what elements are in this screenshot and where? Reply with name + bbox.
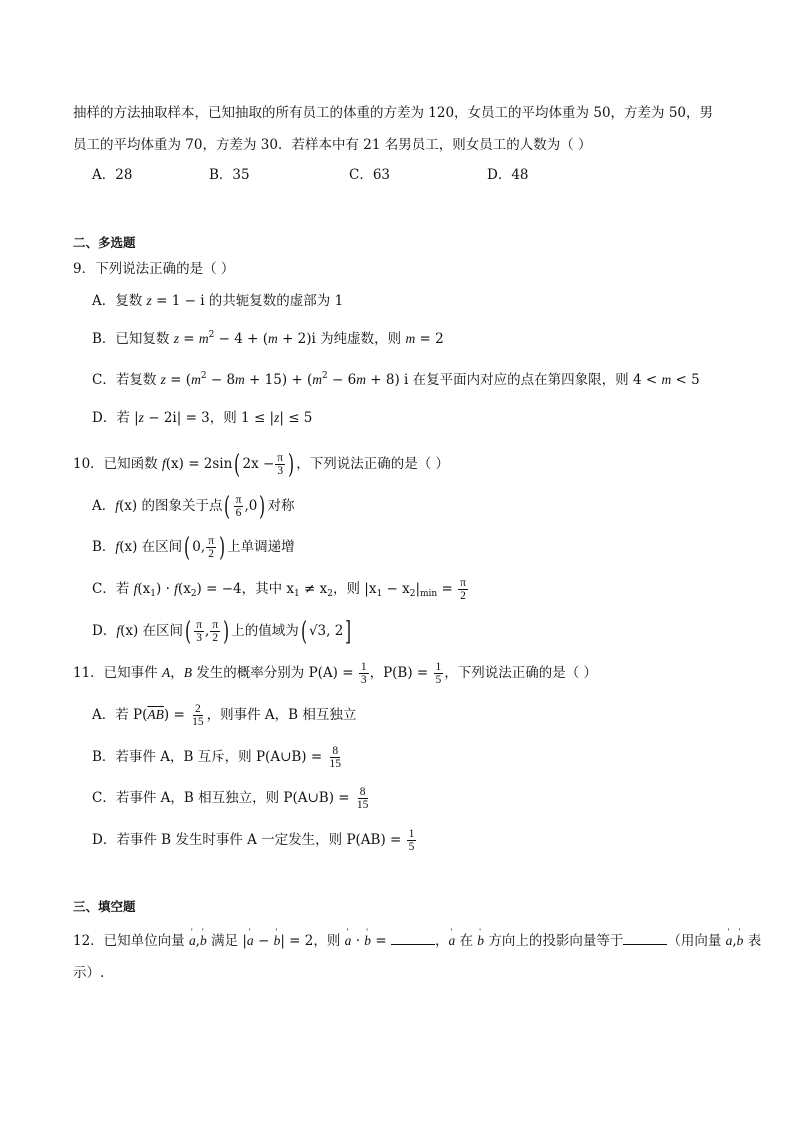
q11-option-d: D．若事件 B 发生时事件 A 一定发生，则 P(AB) = $\frac{1}{5}$	[92, 828, 415, 853]
q10-option-a: A．f(x) 的图象关于点( $\frac{\pi}{6}$ ,0) 对称	[92, 491, 295, 522]
q9-option-a: A．复数 z = 1 − i 的共轭复数的虚部为 1	[92, 293, 344, 309]
q12-text-line1: 12．已知单位向量 ' a,' b 满足 |' a − ' b| = 2，则 ' a · ' b = ，' a 在 ' b 方向上的投影向量等于 （用向量 ' a,' b 表	[73, 932, 761, 950]
q8-option-c: C．63	[349, 167, 391, 183]
q8-text-line1: 抽样的方法抽取样本，已知抽取的所有员工的体重的方差为 120，女员工的平均体重为 50，方差为 50，男	[73, 105, 713, 121]
q11-option-b: B．若事件 A，B 互斥，则 P(A∪B) = $\frac{8}{15}$	[92, 745, 341, 770]
q10-option-c: C．若 $f(x_1) \cdot f(x_2) = -4$，其中 $x_1 \ne x_2$，则 $|x_1 - x_2|_{min}$ = $\frac{\pi}{2}$	[92, 577, 466, 602]
section-fill-in-title: 三、填空题	[73, 899, 136, 914]
q11-option-c: C．若事件 A，B 相互独立，则 P(A∪B) = $\frac{8}{15}$	[92, 786, 369, 811]
q10-stem: 10．已知函数 f(x) = 2sin( 2x − $\frac{\pi}{3}$ ) ，下列说法正确的是（ ）	[73, 449, 450, 480]
answer-blank-2[interactable]	[623, 932, 667, 945]
q8-option-a: A．28	[92, 167, 133, 183]
q9-stem: 9．下列说法正确的是（ ）	[73, 261, 235, 277]
section-multiple-choice-title: 二、多选题	[73, 235, 136, 250]
q8-option-b: B．35	[209, 167, 250, 183]
q10-option-b: B．f(x) 在区间( 0, $\frac{\pi}{2}$ ) 上单调递增	[92, 532, 295, 563]
q11-option-a: A．若 $P(\overline{AB})$ = $\frac{2}{15}$ ，则事件 A，B 相互独立	[92, 703, 357, 728]
q8-option-d: D．48	[487, 167, 529, 183]
q8-text-line2: 员工的平均体重为 70，方差为 30．若样本中有 21 名男员工，则女员工的人数为（ ）	[73, 137, 592, 153]
q9-option-d: D．若 |z − 2i| = 3，则 1 ≤ |z| ≤ 5	[92, 410, 313, 426]
q11-stem: 11．已知事件 A，B 发生的概率分别为 P(A) = $\frac{1}{3}$ ，P(B) = $\frac{1}{5}$ ，下列说法正确的是（ ）	[73, 661, 598, 686]
q9-option-c: C．若复数 $z = (m^2 - 8m + 15) + (m^2 - 6m + 8)$ i 在复平面内对应的点在第四象限，则 4 < m < 5	[92, 371, 700, 388]
answer-blank-1[interactable]	[391, 932, 435, 945]
q10-option-d: D．f(x) 在区间( $\frac{\pi}{3}$ , $\frac{\pi}{2}$ ) 上的值域为( √3, 2]	[92, 616, 352, 647]
q12-text-line2: 示）.	[73, 965, 105, 981]
q9-option-b: B．已知复数 $z = m^2 - 4 + (m + 2)i$ 为纯虚数，则 m = 2	[92, 330, 444, 347]
